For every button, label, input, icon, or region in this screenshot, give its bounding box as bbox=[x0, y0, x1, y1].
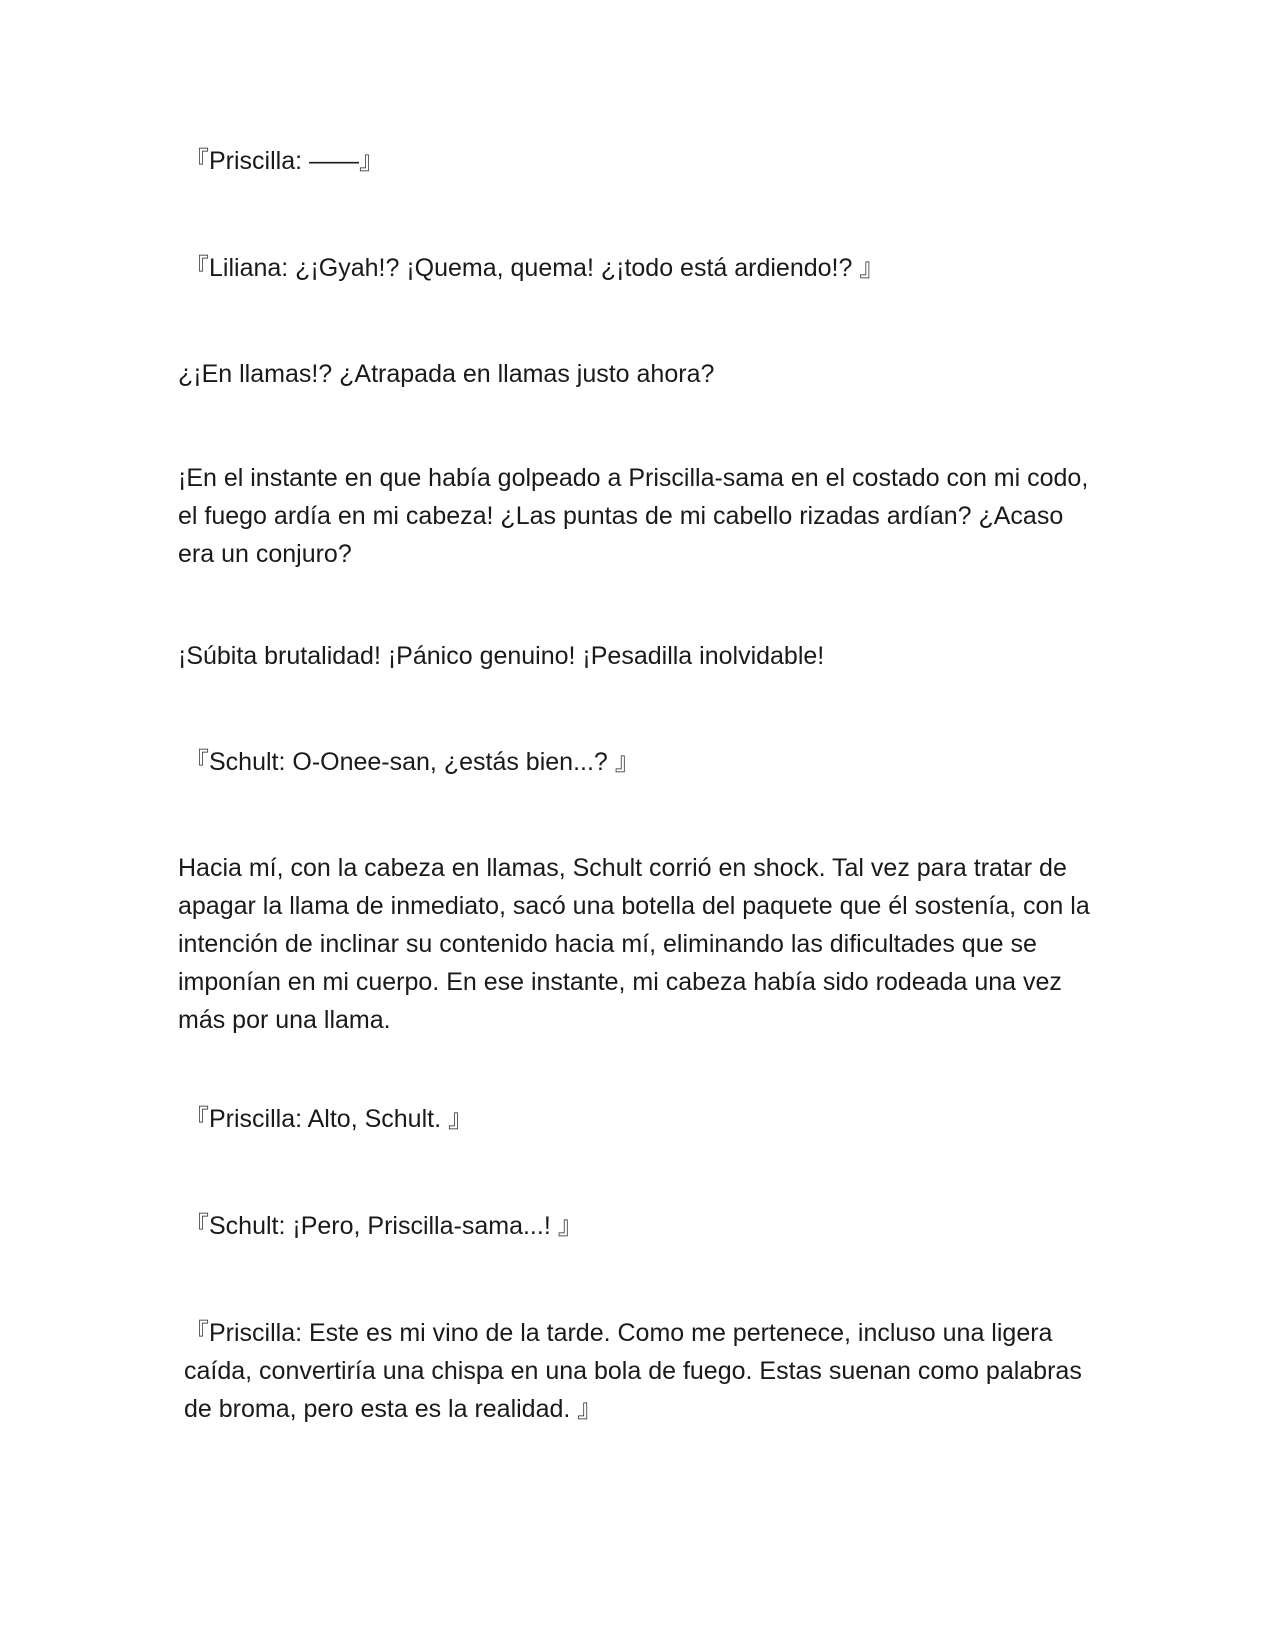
narration-paragraph: Hacia mí, con la cabeza en llamas, Schult corrió en shock. Tal vez para tratar de apagar la llama de inmediato, sacó una botella del paquete que él sostenía, con la intención de inclinar su contenido hacia mí, eliminando las dificultades que se imponían en mi cuerpo. En ese instante, mi cabeza había sido rodeada una vez más por una llama. bbox=[178, 854, 1090, 1034]
dialogue-paragraph: 『Priscilla: Alto, Schult. 』 bbox=[184, 1105, 473, 1133]
narration-paragraph: ¿¡En llamas!? ¿Atrapada en llamas justo ahora? bbox=[178, 360, 715, 388]
dialogue-paragraph: 『Priscilla: ——』 bbox=[184, 147, 385, 175]
dialogue-paragraph: 『Priscilla: Este es mi vino de la tarde. Como me pertenece, incluso una ligera caída, convertiría una chispa en una bola de fuego. Estas suenan como palabras de broma, pero esta es la realidad. 』 bbox=[184, 1319, 1082, 1423]
narration-paragraph: ¡En el instante en que había golpeado a Priscilla-sama en el costado con mi codo, el fuego ardía en mi cabeza! ¿Las puntas de mi cabello rizadas ardían? ¿Acaso era un conjuro? bbox=[178, 464, 1089, 568]
dialogue-paragraph: 『Schult: ¡Pero, Priscilla-sama...! 』 bbox=[184, 1212, 583, 1240]
dialogue-paragraph: 『Schult: O-Onee-san, ¿estás bien...? 』 bbox=[184, 748, 640, 776]
dialogue-paragraph: 『Liliana: ¿¡Gyah!? ¡Quema, quema! ¿¡todo está ardiendo!? 』 bbox=[184, 254, 885, 282]
narration-paragraph: ¡Súbita brutalidad! ¡Pánico genuino! ¡Pesadilla inolvidable! bbox=[178, 642, 825, 670]
